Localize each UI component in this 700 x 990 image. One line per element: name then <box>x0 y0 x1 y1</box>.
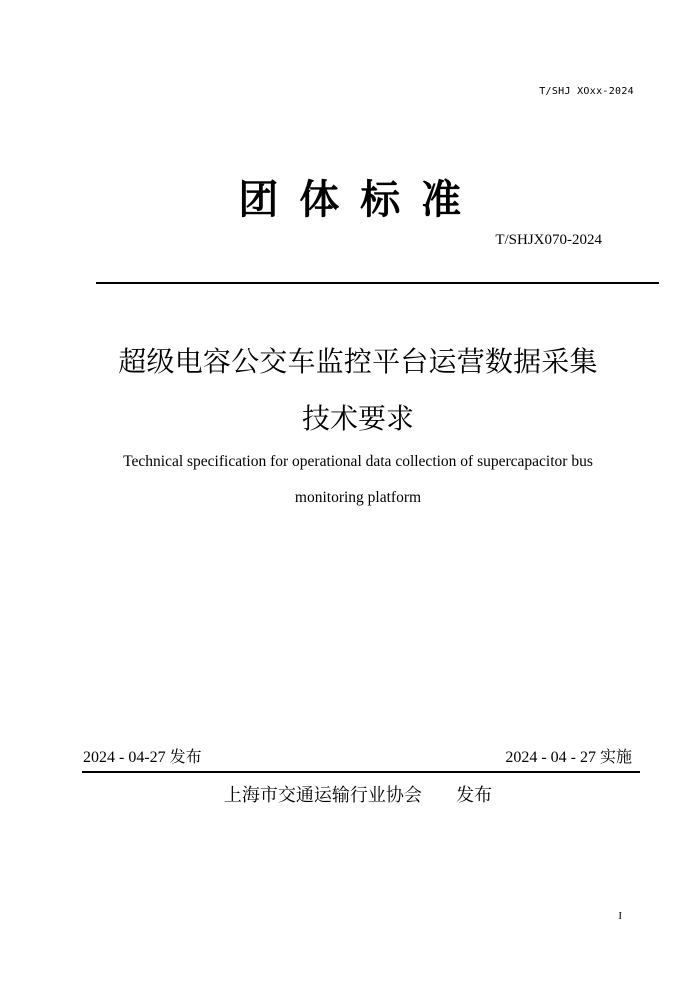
implementation-date: 2024 - 04 - 27 实施 <box>505 749 632 766</box>
chinese-title-line-1: 超级电容公交车监控平台运营数据采集 <box>118 345 598 378</box>
standard-number: T/SHJX070-2024 <box>495 232 602 248</box>
issue-date: 2024 - 04-27 发布 <box>83 749 202 766</box>
page-number: I <box>618 910 622 922</box>
top-divider <box>96 282 659 284</box>
english-title-line-2: monitoring platform <box>294 489 422 506</box>
publisher: 上海市交通运输行业协会 发布 <box>223 785 493 806</box>
chinese-title-line-2: 技术要求 <box>301 402 414 435</box>
standard-type-title: 团 体 标 准 <box>238 177 462 223</box>
document-code: T/SHJ XOxx-2024 <box>539 86 634 97</box>
bottom-divider <box>82 771 640 773</box>
english-title-line-1: Technical specification for operational data collection of supercapacitor bus <box>123 453 593 470</box>
